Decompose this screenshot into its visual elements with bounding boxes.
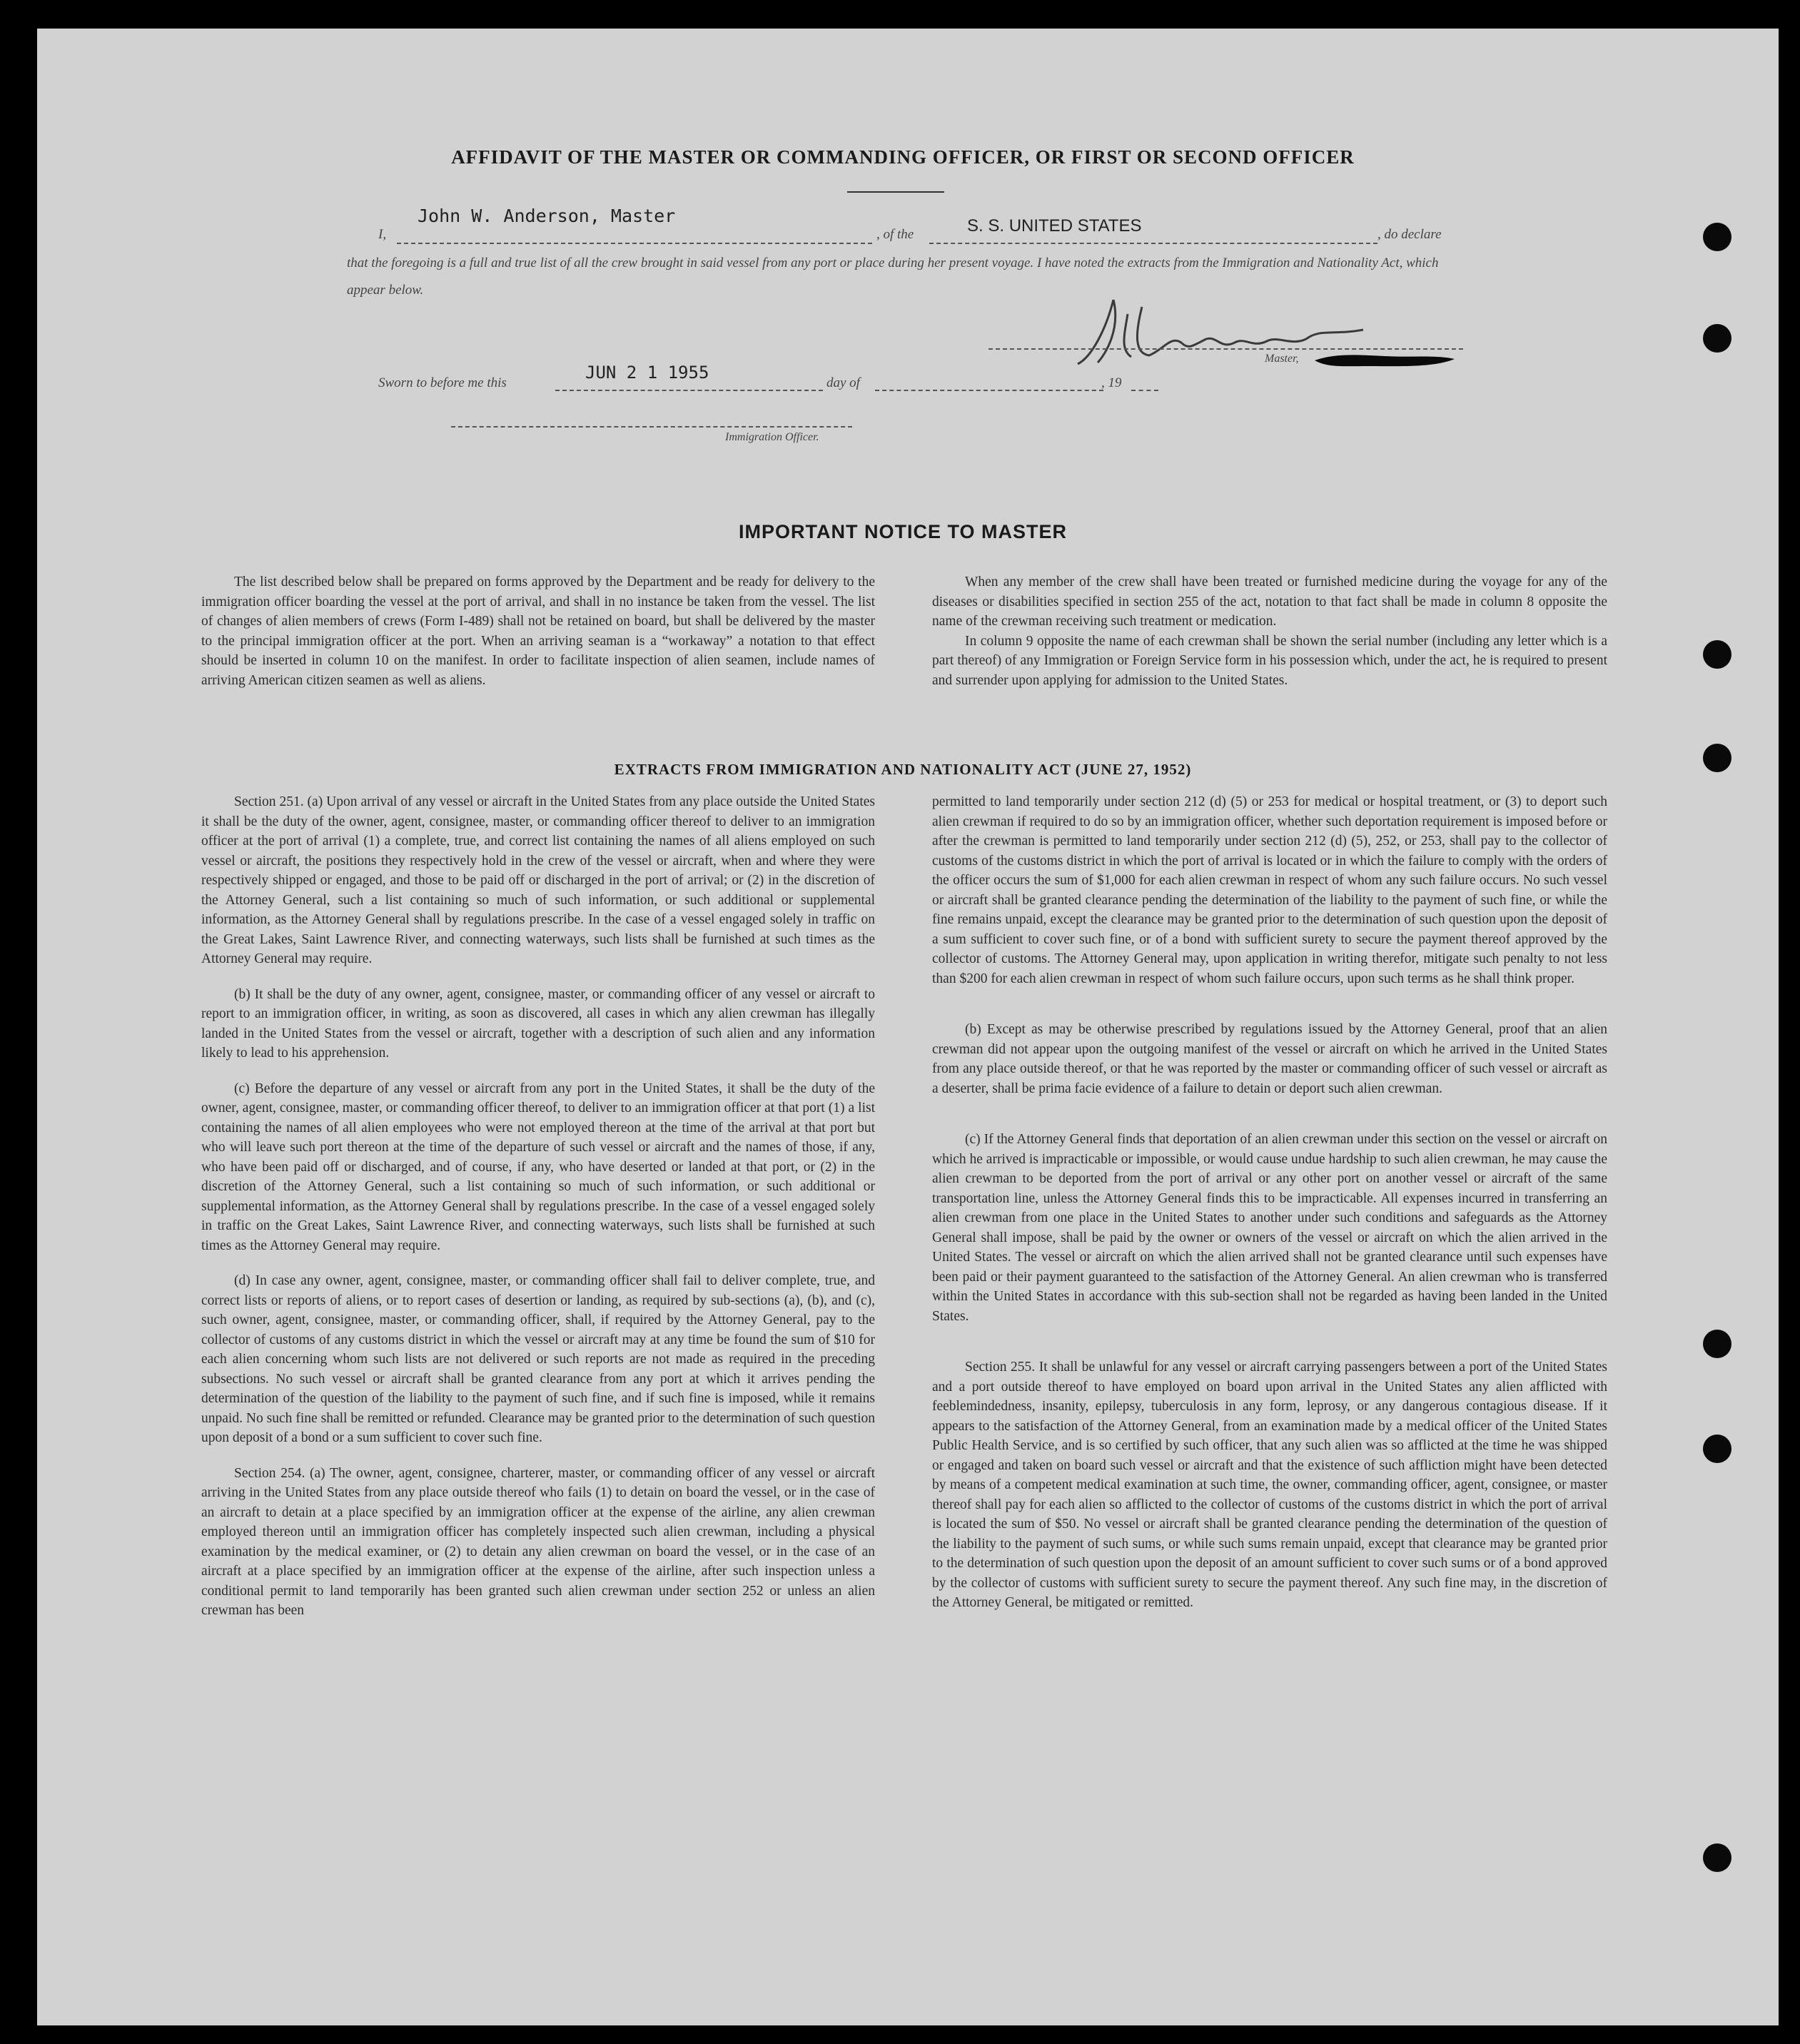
sworn-date-line — [555, 390, 823, 391]
binder-hole — [1703, 1843, 1731, 1872]
section-251-d: (d) In case any owner, agent, consignee, master, or commanding officer shall fail to deliver complete, true, and correct lists or reports of aliens, or to report cases of desertion or landing, as required by sub-sections (a), (b), and (c), such owner, agent, consignee, master, or commanding officer, shall, if required by the Attorney General, pay to the collector of customs of any customs district in which the vessel or aircraft may at any time be found the sum of $10 for each alien concerning whom such lists are not delivered or such reports are not made as required in the preceding subsections. No such vessel or aircraft shall be granted clearance from any port at which it arrives pending the determination of the question of the liability to the payment of such fine, and if such fine is imposed, while it remains unpaid. No such fine shall be remitted or refunded. Clearance may be granted prior to the determination of such question upon deposit of a bond or a sum sufficient to cover such fine. — [201, 1273, 875, 1445]
binder-hole — [1703, 1330, 1731, 1358]
master-signature-line — [989, 348, 1463, 350]
section-254-a-continued: permitted to land temporarily under section 212 (d) (5) or 253 for medical or hospital treatment, or (3) to deport such alien crewman if required to do so by an immigration officer, whether such deportation requirement is imposed before or after the crewman is permitted to land temporarily under section 212 (d) (5), 252, or 253, shall pay to the collector of customs of the customs district in which the port of arrival is located or in which the failure to comply with the orders of the officer occurs the sum of $1,000 for each alien crewman in respect of whom any such failure occurs. No such vessel or aircraft shall be granted clearance pending the determination of the liability to the payment of such fine, or while the fine remains unpaid, except the clearance may be granted prior to the determination of such question upon the deposit of a sum sufficient to cover such fine, or of a bond with sufficient surety to secure the payment thereof approved by the collector of customs. The Attorney General may, upon application in writing therefor, mitigate such penalty to not less than $200 for each alien crewman in respect of whom such failure occurs, upon such terms as he shall think proper. — [932, 794, 1607, 986]
notice-left-column — [201, 572, 875, 690]
vessel-name-line — [929, 243, 1377, 244]
redaction-mark — [1313, 352, 1456, 369]
master-label: Master, — [1265, 353, 1299, 365]
year-label: , 19 — [1101, 375, 1122, 390]
extracts-left-column — [201, 792, 875, 1621]
declaration-text: that the foregoing is a full and true list of all the crew brought in said vessel from any port or place during her present voyage. I have noted the extracts from the Immigration and Nationality Act, which appear below. — [347, 256, 1439, 298]
officer-label: Immigration Officer. — [725, 431, 819, 443]
vessel-name-field: S. S. UNITED STATES — [967, 216, 1142, 236]
sworn-label: Sworn to before me this — [378, 375, 507, 390]
binder-hole — [1703, 324, 1731, 353]
master-name-line — [397, 243, 872, 244]
title-rule — [847, 191, 944, 193]
affidavit-title: AFFIDAVIT OF THE MASTER OR COMMANDING OFFICER, OR FIRST OR SECOND OFFICER — [451, 146, 1355, 168]
month-line — [875, 390, 1103, 391]
notice-right-column — [932, 572, 1607, 690]
day-of-label: day of — [826, 375, 860, 390]
notice-paragraph: When any member of the crew shall have been treated or furnished medicine during the voyage for any of the diseases or disabilities specified in section 255 of the act, notation to that fact shall be made in column 8 opposite the name of the crewman receiving such treatment or medication. — [932, 575, 1607, 629]
section-251-c: (c) Before the departure of any vessel or aircraft from any port in the United States, it shall be the duty of the owner, agent, consignee, master, or commanding officer thereof, to deliver to an immigration officer at that port (1) a list containing the names of all alien employees who were not employed thereon at the time of the arrival at that port but who will leave such port thereon at the time of the departure of such vessel or aircraft and the names of those, if any, who have been paid off or discharged, and of course, if any, who have deserted or landed at that port, or (2) in the discretion of the Attorney General, such a list containing so much of such information, or such additional or supplemental information, as the Attorney General shall by regulations prescribe. In the case of a vessel engaged solely in traffic on the Great Lakes, Saint Lawrence River, and connecting waterways, such lists shall be furnished at such times as the Attorney General may require. — [201, 1081, 875, 1253]
extracts-title: EXTRACTS FROM IMMIGRATION AND NATIONALITY ACT (JUNE 27, 1952) — [614, 761, 1192, 778]
master-name-field: John W. Anderson, Master — [418, 206, 676, 226]
section-254-a: Section 254. (a) The owner, agent, consignee, charterer, master, or commanding officer of any vessel or aircraft arriving in the United States from any place outside thereof who fails (1) to detain on board the vessel, or in the case of an aircraft to detain at a place specified by an immigration officer at the expense of the airline, any alien crewman employed thereon until an immigration officer has completely inspected such alien crewman, including a physical examination by the medical examiner, or (2) to detain any alien crewman on board the vessel, or in the case of an aircraft at a place specified by an immigration officer at the expense of the airline, after such inspection unless a conditional permit to land temporarily has been granted such alien crewman under section 252 or unless an alien crewman has been — [201, 1465, 875, 1618]
section-254-c: (c) If the Attorney General finds that deportation of an alien crewman under this section on the vessel or aircraft on which he arrived is impracticable or impossible, or would cause undue hardship to such alien crewman, he may cause the alien crewman to be deported from the port of arrival or any other port on another vessel or aircraft of the same transportation line, unless the Attorney General finds this to be impracticable. All expenses incurred in transferring an alien crewman from one place in the United States to another under such conditions and safeguards as the Attorney General shall impose, shall be paid by the owner or owners of the vessel or aircraft on which the alien arrived in the United States. The vessel or aircraft on which the alien arrived shall not be granted clearance until such expenses have been paid or their payment guaranteed to the satisfaction of the Attorney General. An alien crewman who is transferred within the United States in accordance with this sub-section shall not be regarded as having been landed in the United States. — [932, 1132, 1607, 1324]
do-declare-label: , do declare — [1377, 227, 1442, 242]
notice-paragraph: In column 9 opposite the name of each crewman shall be shown the serial number (including any letter which is a part thereof) of any Immigration or Foreign Service form in his possession which, under the act, he is required to present and surrender upon applying for admission to the United States. — [932, 633, 1607, 688]
extracts-right-column — [932, 792, 1607, 1613]
binder-hole — [1703, 640, 1731, 669]
binder-hole — [1703, 223, 1731, 251]
sworn-date-field: JUN 2 1 1955 — [585, 363, 709, 383]
notice-paragraph: The list described below shall be prepared on forms approved by the Department and be ready for delivery to the immigration officer boarding the vessel at the port of arrival, and shall in no instance be taken from the vessel. The list of changes of alien members of crews (Form I-489) shall not be retained on board, but shall be delivered by the master to the principal immigration officer at the port. When an arriving seaman is a “workaway” a notation to that effect should be inserted in column 10 on the manifest. In order to facilitate inspection of alien seamen, include names of arriving American citizen seamen as well as aliens. — [201, 575, 875, 688]
section-254-b: (b) Except as may be otherwise prescribed by regulations issued by the Attorney General, proof that an alien crewman did not appear upon the outgoing manifest of the vessel or aircraft on which he arrived in the United States from any place outside thereof, or that he was reported by the master or commanding officer of such vessel or aircraft as a deserter, shall be prima facie evidence of a failure to detain or deport such alien crewman. — [932, 1022, 1607, 1096]
of-the-label: , of the — [876, 227, 914, 242]
officer-signature-line — [451, 426, 852, 427]
section-251-a: Section 251. (a) Upon arrival of any vessel or aircraft in the United States from any place outside the United States it shall be the duty of the owner, agent, consignee, master, or commanding officer thereof to deliver to an immigration officer at the port of arrival (1) a complete, true, and correct list containing the names of all aliens employed on such vessel or aircraft, the positions they respectively hold in the crew of the vessel or aircraft, when and where they were respectively shipped or engaged, and those to be paid off or discharged in the port of arrival; or (2) in the discretion of the Attorney General, such a list containing so much of such information, or such additional or supplemental information, as the Attorney General shall by regulations prescribe. In the case of a vessel engaged solely in traffic on the Great Lakes, Saint Lawrence River, and connecting waterways, such lists shall be furnished at such times as the Attorney General may require. — [201, 794, 875, 966]
year-line — [1131, 390, 1158, 391]
binder-hole — [1703, 1435, 1731, 1463]
section-255: Section 255. It shall be unlawful for any vessel or aircraft carrying passengers between a port of the United States and a port outside thereof to have employed on board upon arrival in the United States any alien afflicted with feeblemindedness, insanity, epilepsy, tuberculosis in any form, leprosy, or any dangerous contagious disease. If it appears to the satisfaction of the Attorney General, from an examination made by a medical officer of the United States Public Health Service, and is so certified by such officer, that any such alien was so afflicted at the time he was shipped or engaged and taken on board such vessel or aircraft and that the existence of such affliction might have been detected by means of a competent medical examination at such time, the owner, commanding officer, agent, consignee, or master thereof shall pay for each alien so afflicted to the collector of customs of the customs district in which the port of arrival is located the sum of $50. No vessel or aircraft shall be granted clearance pending the determination of the question of the liability to the payment of such sums, or while such sums remain unpaid, except that clearance may be granted prior to the determination of such question upon the deposit of an amount sufficient to cover such sums or of a bond approved by the collector of customs with sufficient surety to secure the payment thereof. Any such fine may, in the discretion of the Attorney General, be mitigated or remitted. — [932, 1360, 1607, 1610]
notice-title: IMPORTANT NOTICE TO MASTER — [739, 521, 1067, 542]
section-251-b: (b) It shall be the duty of any owner, agent, consignee, master, or commanding officer of any vessel or aircraft to report to an immigration officer, in writing, as soon as discovered, all cases in which any alien crewman has illegally landed in the United States from the vessel or aircraft, together with a description of such alien and any information likely to lead to his apprehension. — [201, 986, 875, 1061]
i-label: I, — [378, 227, 387, 242]
